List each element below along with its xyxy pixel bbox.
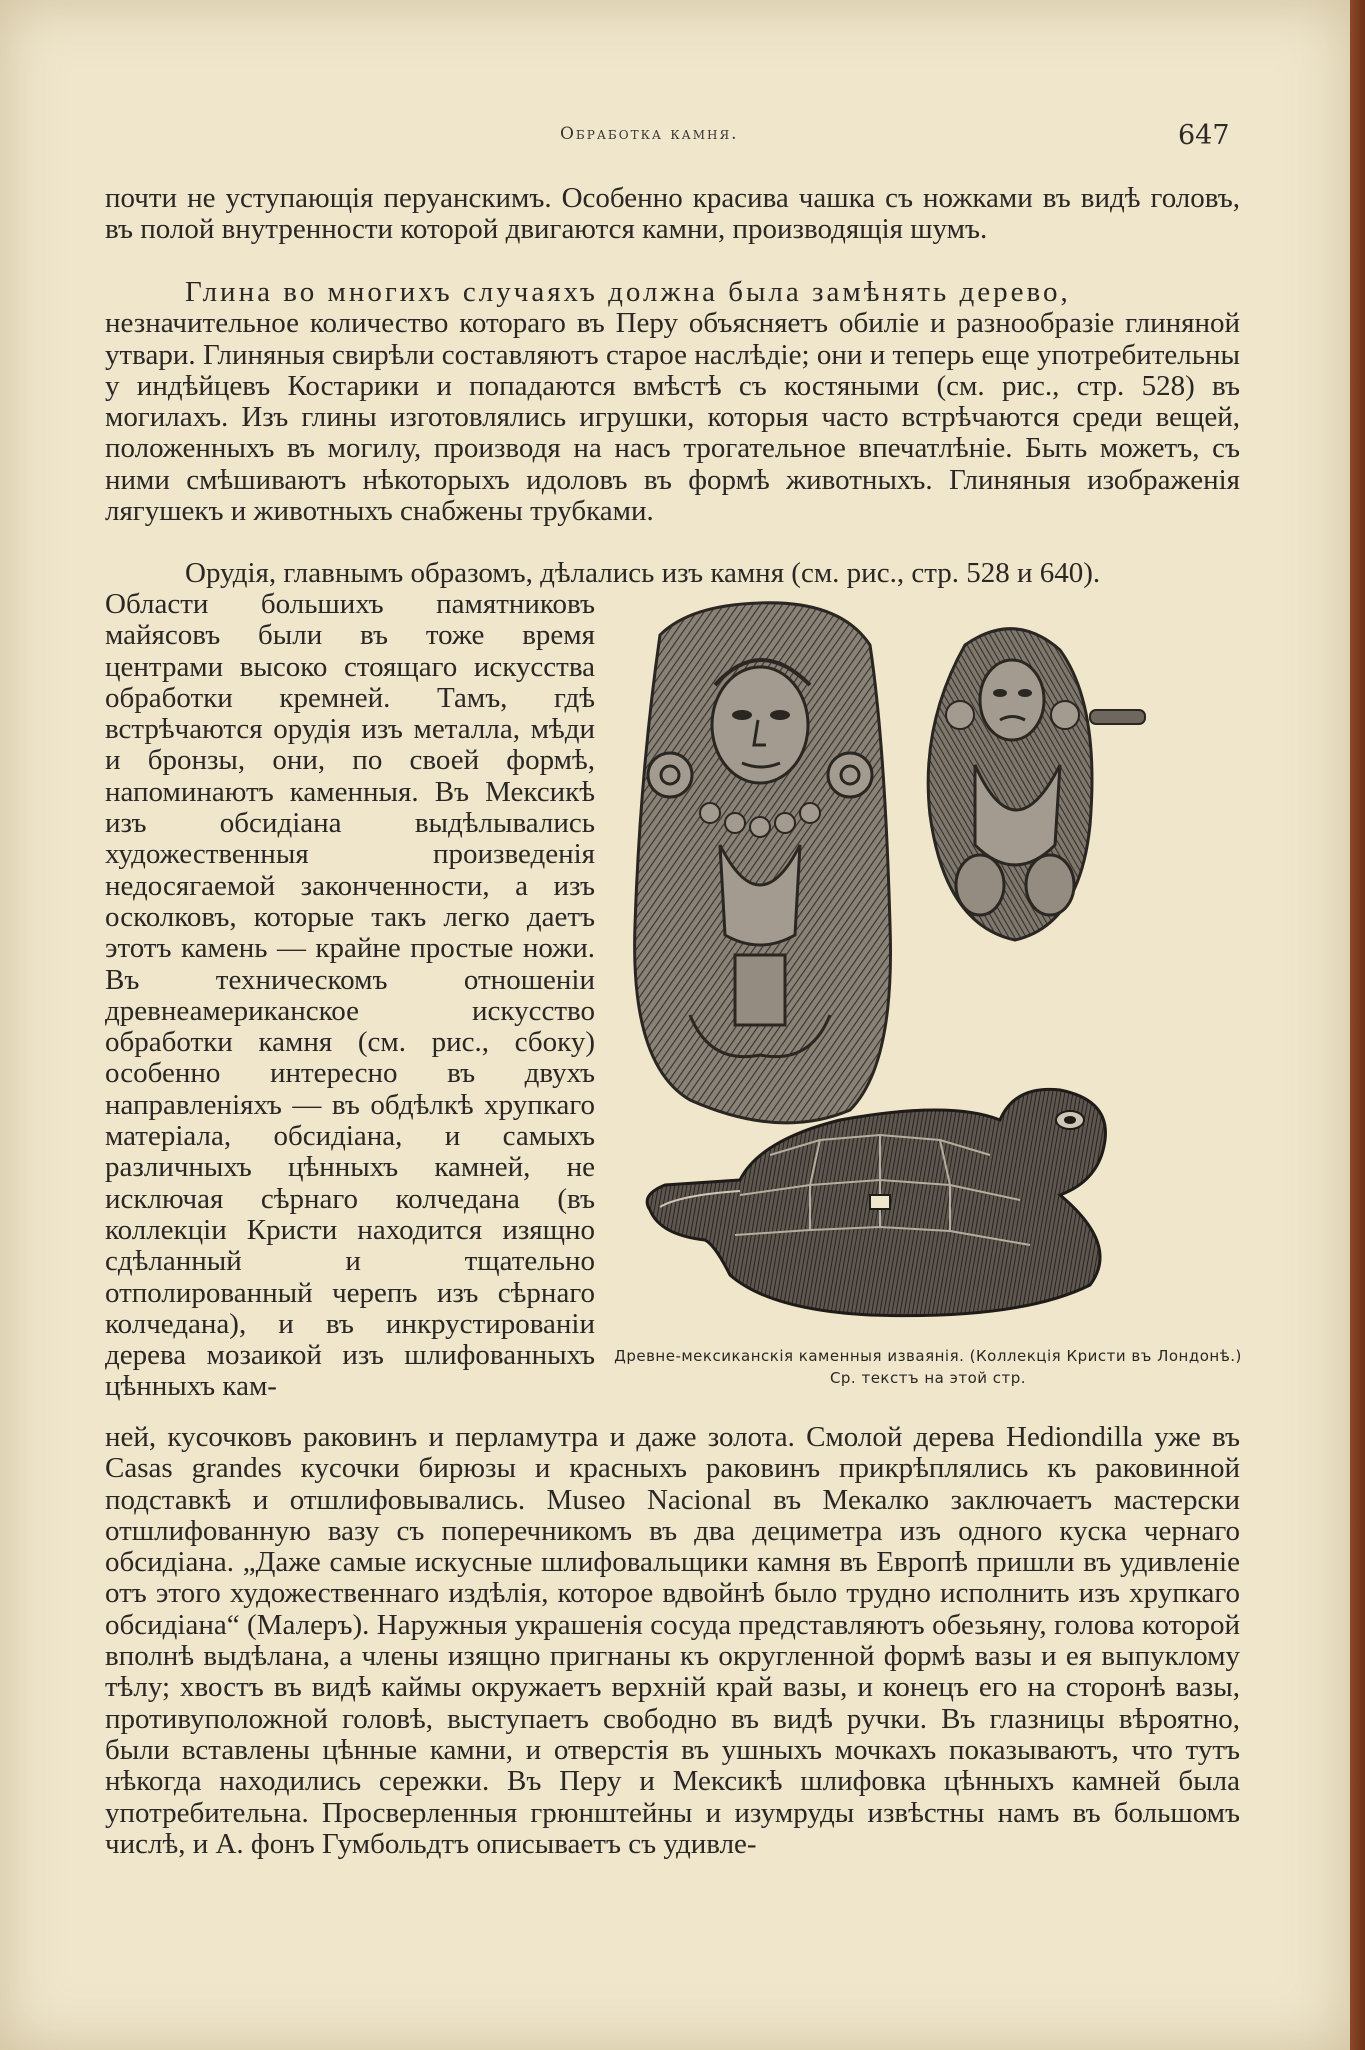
stone-carvings-engraving — [620, 595, 1250, 1355]
large-idol-carving — [635, 603, 891, 1123]
turtle-carving — [647, 1089, 1105, 1315]
paragraph-tools-lead: Орудія, главнымъ образомъ, дѣлались изъ камня (см. рис., стр. 528 и 640). — [185, 557, 1101, 589]
page-number: 647 — [1178, 120, 1230, 151]
paragraph-tools-narrow: Области большихъ памятниковъ майясовъ были въ тоже время центрами высоко стоящаго искусства обработки кремней. Тамъ, гдѣ встрѣчаются орудія изъ металла, мѣди и бронзы, они, по своей формѣ, напоминаютъ каменныя. Въ Мексикѣ изъ обсидіана выдѣлывались художественныя произведенія недосягаемой законченности, а изъ осколковъ, которые такъ легко даетъ этотъ камень — крайне простые ножи. Въ техническомъ отношеніи древнеамериканское искусство обработки камня (см. рис., сбоку) особенно интересно въ двухъ направленіяхъ — въ обдѣлкѣ хрупкаго матеріала, обсидіана, и самыхъ различныхъ цѣнныхъ камней, не исключая сѣрнаго колчедана (въ коллекціи Кристи находится изящно сдѣланный и тщательно отполированный черепъ изъ сѣрнаго колчедана), и въ инкрустированіи дерева мозаикой изъ шлифованныхъ цѣнныхъ кам- — [105, 588, 595, 1403]
paragraph-tools-continued: ней, кусочковъ раковинъ и перламутра и даже золота. Смолой дерева Hediondilla уже въ Casas grandes кусочки бирюзы и красныхъ раковинъ прикрѣплялись къ раковинной подставкѣ и отшлифовывались. Museo Nacional въ Мекалко заключаетъ мастерски отшлифованную вазу съ поперечникомъ въ два дециметра изъ одного куска чернаго обсидіана. „Даже самые искусные шлифовальщики камня въ Европѣ пришли въ удивленіе отъ этого художественнаго издѣлія, которое вдвойнѣ было трудно исполнить изъ хрупкаго обсидіана“ (Малеръ). Наружныя украшенія сосуда представляютъ обезьяну, голова которой вполнѣ выдѣлана, а члены изящно пригнаны къ округленной формѣ вазы и ея выпуклому тѣлу; хвостъ въ видѣ каймы окружаетъ верхній край вазы, и конецъ его на сторонѣ вазы, противуположной головѣ, выступаетъ свободно въ видѣ ручки. Въ глазницы вѣроятно, были вставлены цѣнные камни, и отверстія въ ушныхъ мочкахъ показываютъ, что тутъ нѣкогда находились сережки. Въ Перу и Мексикѣ шлифовка цѣнныхъ камней была употребительна. Просверленныя грюнштейны и изумруды извѣстны намъ въ большомъ числѣ, и А. фонъ Гумбольдтъ описываетъ съ удивле- — [105, 1421, 1240, 1860]
page-header — [0, 118, 1350, 158]
small-idol-carving — [928, 629, 1145, 940]
figure-caption: Древне-мексиканскія каменныя изваянія. (Коллекція Кристи въ Лондонѣ.) Ср. текстъ на этой стр. — [614, 1347, 1242, 1387]
paragraph-clay — [105, 277, 1240, 527]
paragraph-clay-body: незначительное количество котораго въ Перу объясняетъ обиліе и разнообразіе глиняной утвари. Глиняныя свирѣли составляютъ старое наслѣдіе; они и теперь еще употребительны у индѣйцевъ Костарики и попадаются вмѣстѣ съ костяными (см. рис., стр. 528) въ могилахъ. Изъ глины изготовлялись игрушки, которыя часто встрѣчаются среди вещей, положенныхъ въ могилу, производя на насъ трогательное впечатлѣніе. Быть можетъ, съ ними смѣшиваютъ нѣкоторыхъ идоловъ въ формѣ животныхъ. Глиняныя изображенія лягушекъ и животныхъ снабжены трубками. — [105, 307, 1240, 528]
paragraph-clay-lead: Глина во многихъ случаяхъ должна была замѣнять дерево, — [185, 276, 1071, 308]
figure-stone-carvings — [620, 595, 1250, 1355]
book-edge — [1350, 0, 1365, 2050]
paragraph-continuation: почти не уступающія перуанскимъ. Особенно красива чашка съ ножками въ видѣ головъ, въ полой внутренности которой двигаются камни, производящія шумъ. — [105, 182, 1240, 246]
running-title: Обработка камня. — [560, 124, 739, 144]
